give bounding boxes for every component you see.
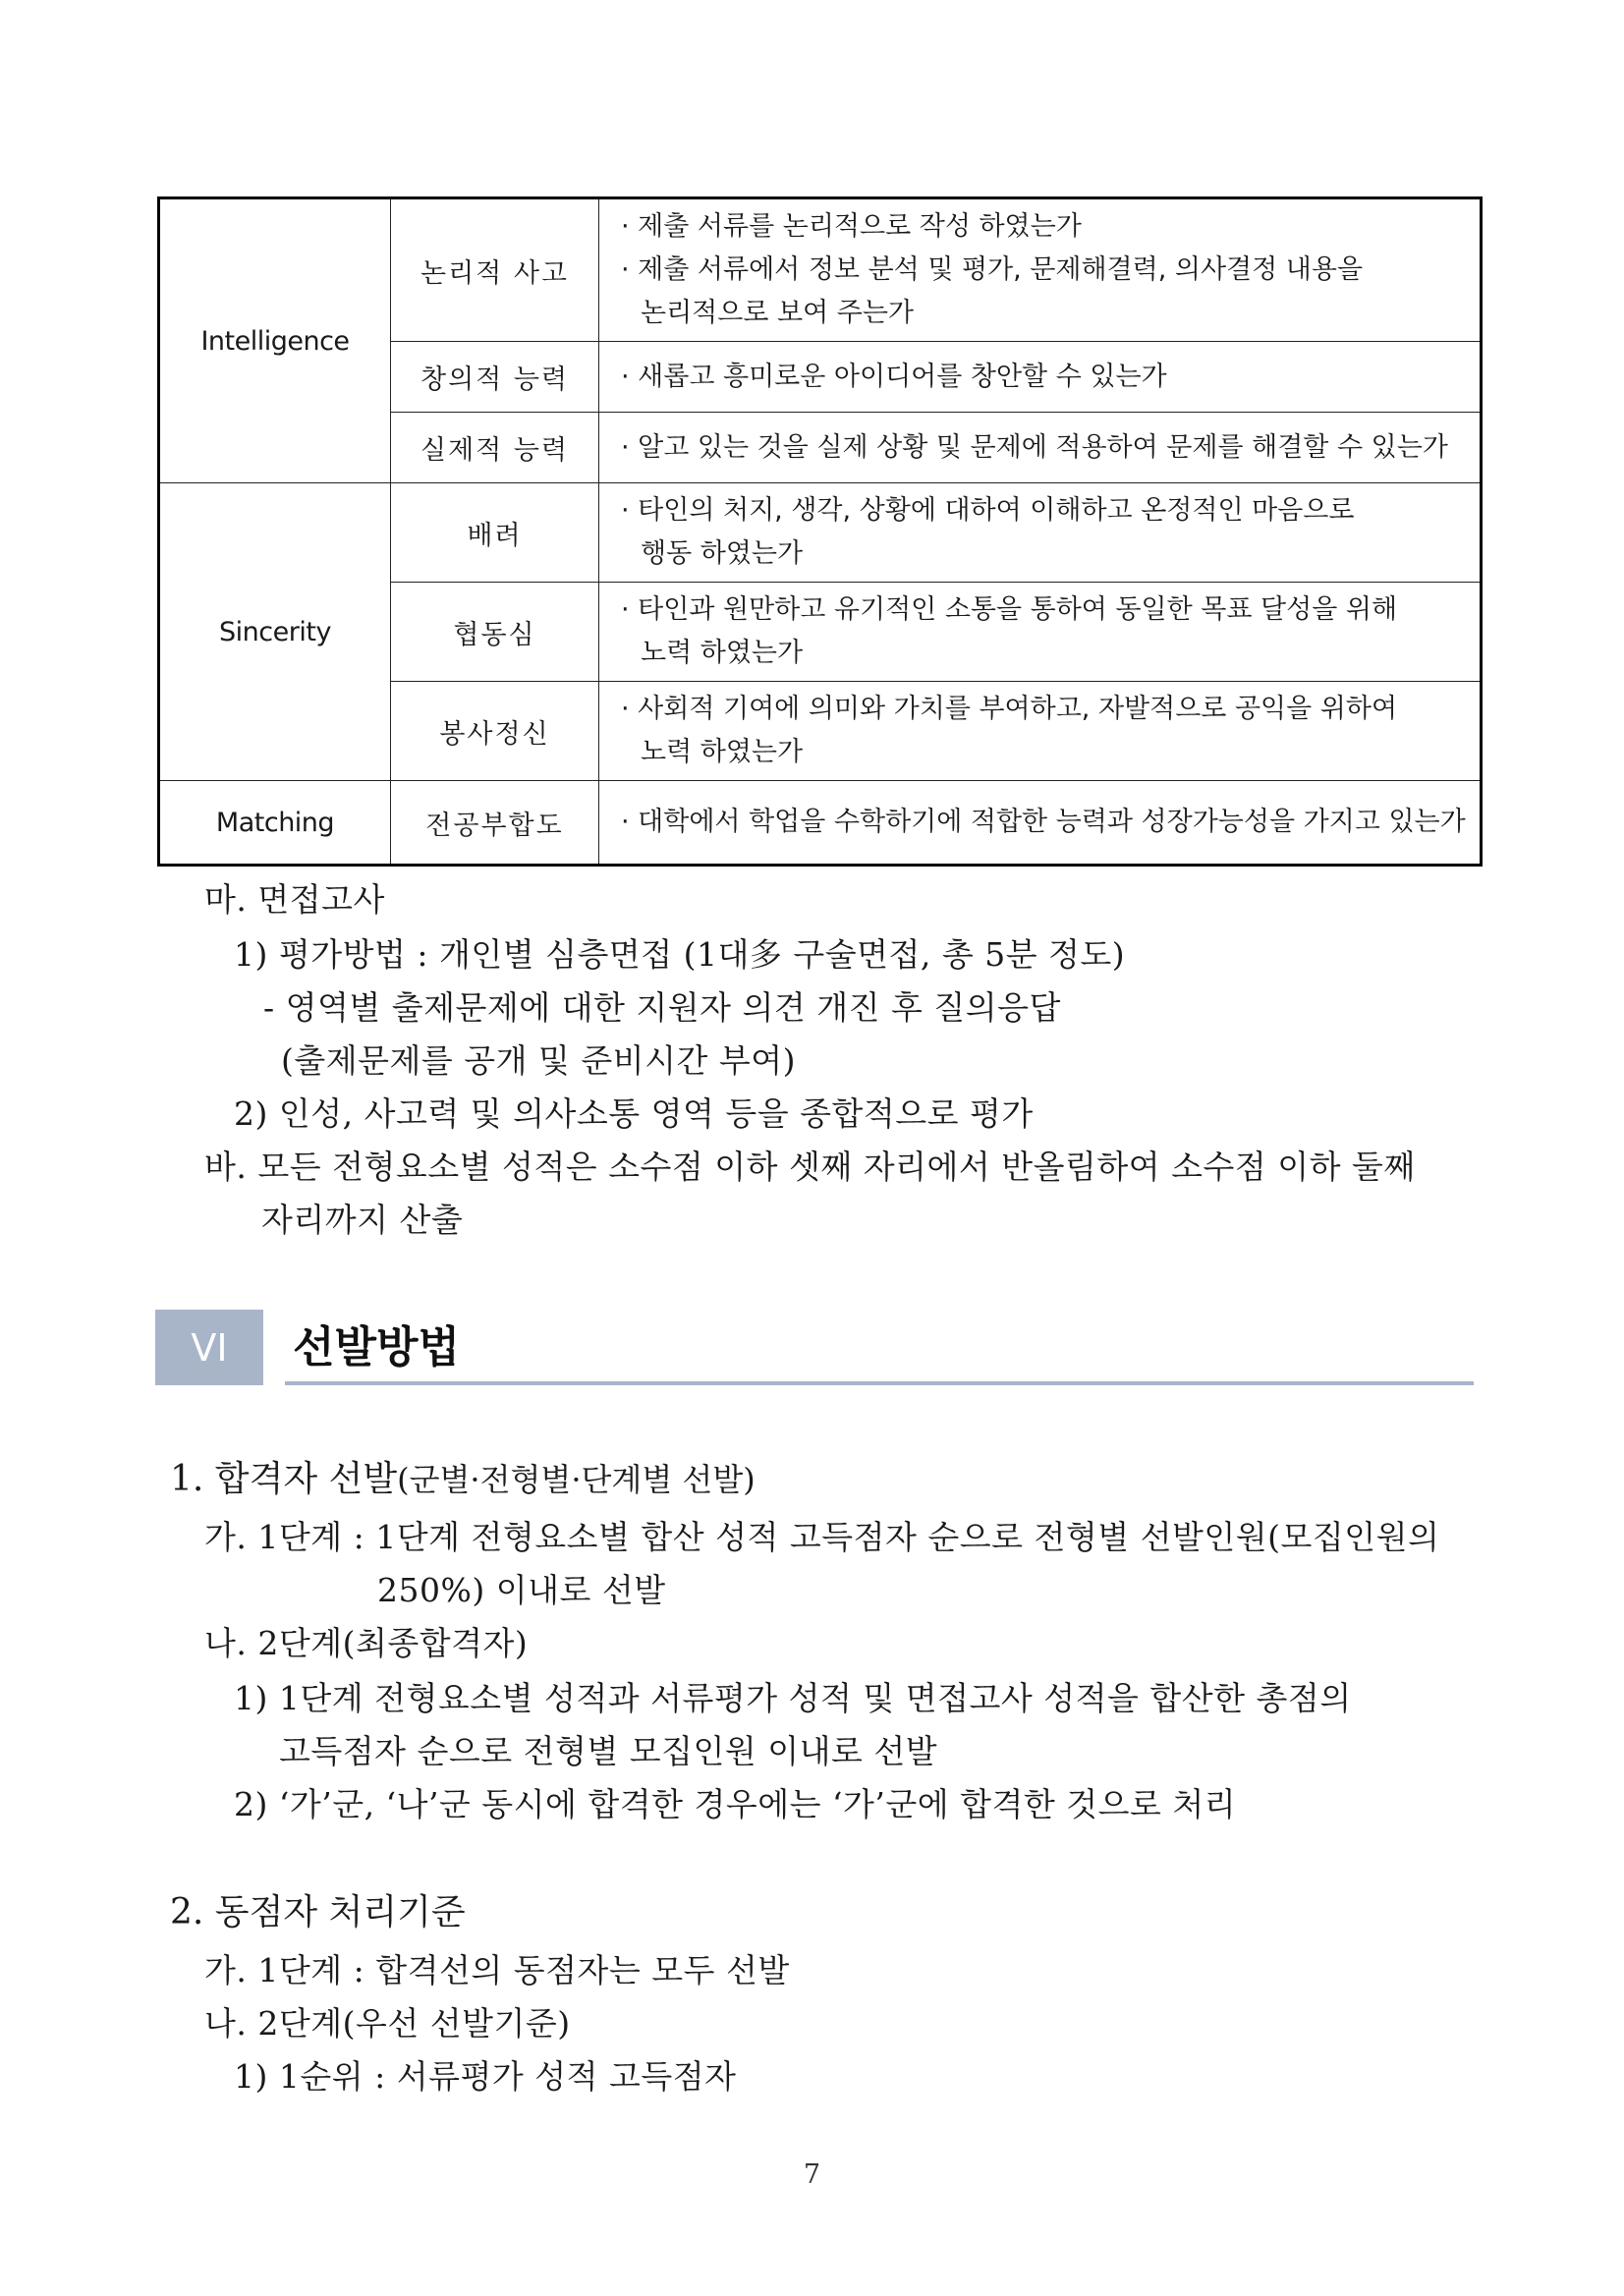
section-number-badge: VI (155, 1310, 263, 1385)
interview-item-2: 2) 인성, 사고력 및 의사소통 영역 등을 종합적으로 평가 (234, 1094, 1034, 1133)
selection-na-1-line-2: 고득점자 순으로 전형별 모집인원 이내로 선발 (279, 1732, 938, 1770)
selection-na-2: 2) ‘가’군, ‘나’군 동시에 합격한 경우에는 ‘가’군에 합격한 것으로 처리 (234, 1785, 1237, 1823)
description-line: · 사회적 기여에 의미와 가치를 부여하고, 자발적으로 공익을 위하여 (621, 694, 1398, 724)
description-line: · 알고 있는 것을 실제 상황 및 문제에 적용하여 문제를 해결할 수 있는가 (621, 431, 1448, 463)
interview-item-1: 1) 평가방법 : 개인별 심층면접 (1대多 구술면접, 총 5분 정도) (234, 935, 1126, 974)
description-line: · 새롭고 흥미로운 아이디어를 창안할 수 있는가 (621, 361, 1167, 392)
table-row (159, 781, 1482, 866)
item-cell: 배려 (391, 483, 599, 583)
tie-na-1: 1) 1순위 : 서류평가 성적 고득점자 (234, 2057, 737, 2096)
item-cell: 전공부합도 (391, 781, 599, 866)
rounding-line-1: 바. 모든 전형요소별 성적은 소수점 이하 셋째 자리에서 반올림하여 소수점 이하 둘째 (204, 1148, 1416, 1186)
description-line: · 타인과 원만하고 유기적인 소통을 통하여 동일한 목표 달성을 위해 (621, 594, 1398, 625)
description-line: 노력 하였는가 (641, 737, 804, 767)
description-line: · 제출 서류에서 정보 분석 및 평가, 문제해결력, 의사결정 내용을 (621, 254, 1364, 285)
section-title: 선발방법 (293, 1322, 461, 1372)
description-line: 노력 하였는가 (641, 638, 804, 668)
tie-na: 나. 2단계(우선 선발기준) (204, 2004, 571, 2043)
selection-heading-main: 1. 합격자 선발 (170, 1459, 398, 1499)
description-cell (599, 781, 1482, 866)
item-cell: 실제적 능력 (391, 413, 599, 483)
item-cell: 봉사정신 (391, 682, 599, 781)
description-line: · 제출 서류를 논리적으로 작성 하였는가 (621, 211, 1082, 242)
selection-na-1-line-1: 1) 1단계 전형요소별 성적과 서류평가 성적 및 면접고사 성적을 합산한 총점의 (234, 1679, 1352, 1717)
category-cell: Sincerity (159, 483, 391, 781)
section-divider (285, 1381, 1474, 1385)
description-cell (599, 483, 1482, 583)
item-cell: 창의적 능력 (391, 342, 599, 413)
description-line: 행동 하였는가 (641, 538, 804, 569)
interview-heading: 마. 면접고사 (204, 880, 385, 919)
table-row (159, 198, 1482, 342)
description-cell (599, 413, 1482, 483)
description-cell (599, 682, 1482, 781)
item-cell: 논리적 사고 (391, 198, 599, 342)
evaluation-criteria-table (157, 196, 1483, 867)
table-row (159, 483, 1482, 583)
selection-na: 나. 2단계(최종합격자) (204, 1624, 529, 1662)
item-cell: 협동심 (391, 583, 599, 682)
description-cell (599, 342, 1482, 413)
category-cell: Intelligence (159, 198, 391, 483)
description-line: 논리적으로 보여 주는가 (641, 298, 914, 328)
interview-item-1-sub-2: (출제문제를 공개 및 준비시간 부여) (281, 1041, 796, 1080)
selection-ga-line-1: 가. 1단계 : 1단계 전형요소별 합산 성적 고득점자 순으로 전형별 선발인원(모집인원의 (204, 1518, 1440, 1556)
tie-heading: 2. 동점자 처리기준 (170, 1892, 466, 1932)
selection-heading (170, 1459, 756, 1500)
description-cell (599, 198, 1482, 342)
selection-heading-sub: (군별·전형별·단계별 선발) (397, 1461, 756, 1498)
description-cell (599, 583, 1482, 682)
description-line: · 대학에서 학업을 수학하기에 적합한 능력과 성장가능성을 가지고 있는가 (621, 807, 1466, 837)
interview-item-1-sub-1: - 영역별 출제문제에 대한 지원자 의견 개진 후 질의응답 (263, 988, 1061, 1027)
page-number: 7 (803, 2159, 821, 2190)
category-cell: Matching (159, 781, 391, 866)
selection-ga-line-2: 250%) 이내로 선발 (377, 1571, 666, 1609)
rounding-line-2: 자리까지 산출 (261, 1201, 464, 1239)
tie-ga: 가. 1단계 : 합격선의 동점자는 모두 선발 (204, 1951, 790, 1989)
description-line: · 타인의 처지, 생각, 상황에 대하여 이해하고 온정적인 마음으로 (621, 495, 1355, 526)
